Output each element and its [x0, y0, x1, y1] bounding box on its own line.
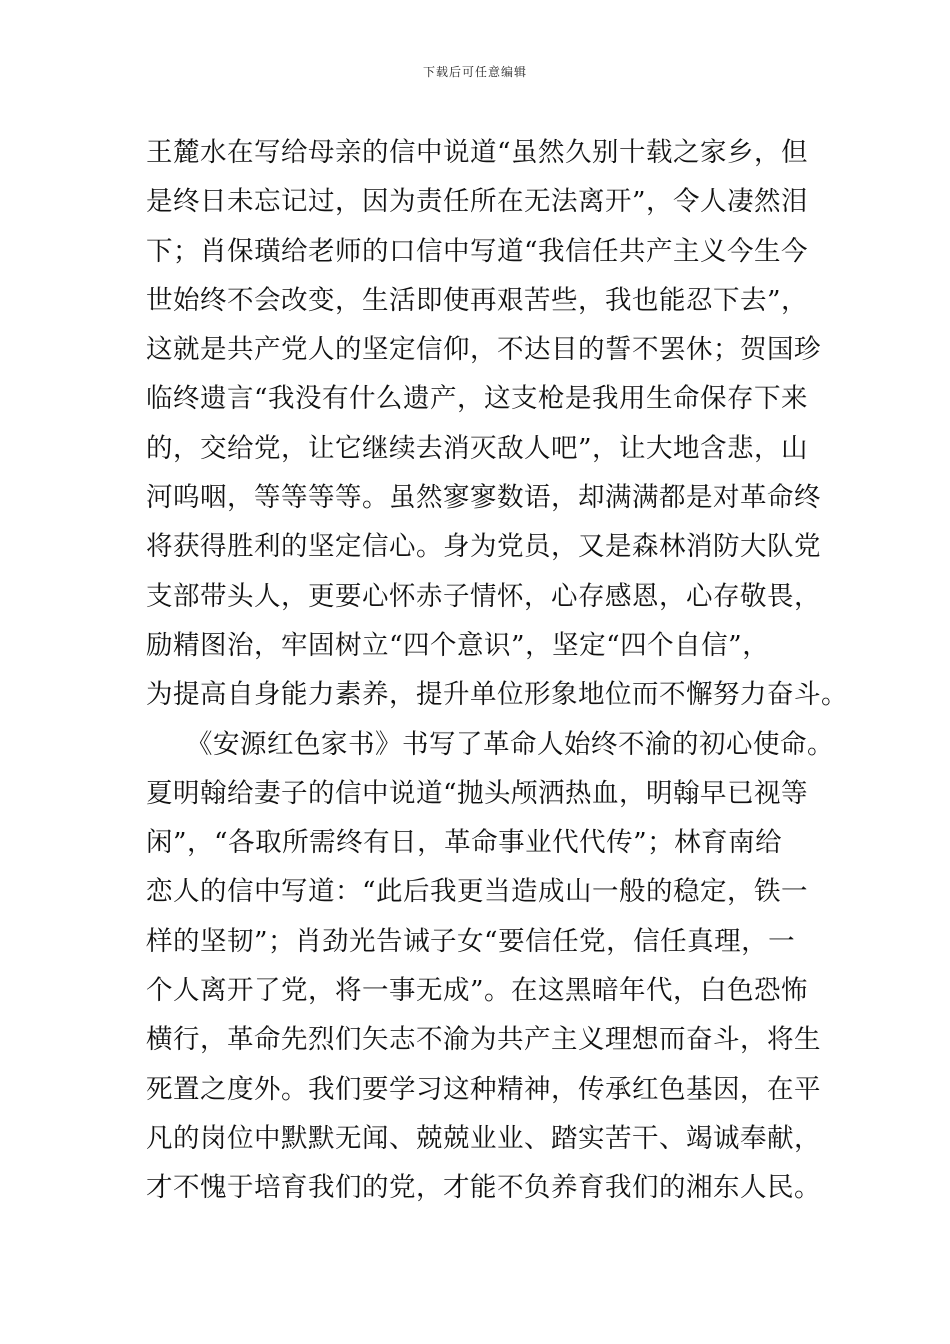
text-line: 是终日未忘记过，因为责任所在无法离开”，令人凄然泪 [146, 186, 809, 218]
text-line: 下；肖保璜给老师的口信中写道“我信任共产主义今生今 [146, 235, 809, 267]
text-line: 个人离开了党，将一事无成”。在这黑暗年代，白色恐怖 [146, 975, 809, 1007]
text-line: 才不愧于培育我们的党，才能不负养育我们的湘东人民。 [146, 1172, 821, 1204]
text-line: 将获得胜利的坚定信心。身为党员，又是森林消防大队党 [146, 531, 821, 563]
paragraph-1 [146, 128, 846, 720]
text-line: 支部带头人，更要心怀赤子情怀，心存感恩，心存敬畏， [146, 580, 821, 612]
text-line: 临终遗言“我没有什么遗产，这支枪是我用生命保存下来 [146, 383, 809, 415]
text-line: 这就是共产党人的坚定信仰，不达目的誓不罢休；贺国珍 [146, 334, 821, 366]
paragraph-2 [146, 720, 846, 1213]
page-header: 下载后可任意编辑 [422, 65, 527, 79]
text-line: 世始终不会改变，生活即使再艰苦些，我也能忍下去”， [146, 284, 809, 316]
text-line: 横行，革命先烈们矢志不渝为共产主义理想而奋斗，将生 [146, 1024, 821, 1056]
text-line: 励精图治，牢固树立“四个意识”，坚定“四个自信”， [146, 629, 770, 661]
text-line: 为提高自身能力素养，提升单位形象地位而不懈努力奋斗。 [146, 679, 848, 711]
text-line: 样的坚韧”；肖劲光告诫子女“要信任党，信任真理，一 [146, 925, 796, 957]
text-line: 河呜咽，等等等等。虽然寥寥数语，却满满都是对革命终 [146, 482, 821, 514]
text-line: 的，交给党，让它继续去消灭敌人吧”，让大地含悲，山 [146, 432, 809, 464]
text-line: 夏明翰给妻子的信中说道“抛头颅洒热血，明翰早已视等 [146, 777, 809, 809]
text-line: 死置之度外。我们要学习这种精神，传承红色基因，在平 [146, 1073, 821, 1105]
text-line: 恋人的信中写道：“此后我更当造成山一般的稳定，铁一 [146, 876, 809, 908]
text-line: 王麓水在写给母亲的信中说道“虽然久别十载之家乡，但 [146, 137, 809, 168]
text-line-indented: 《安源红色家书》书写了革命人始终不渝的初心使命。 [186, 728, 834, 760]
document-body [146, 128, 846, 1213]
text-line: 闲”，“各取所需终有日，革命事业代代传”；林育南给 [146, 827, 783, 859]
text-line: 凡的岗位中默默无闻、兢兢业业、踏实苦干、竭诚奉献， [146, 1122, 821, 1154]
